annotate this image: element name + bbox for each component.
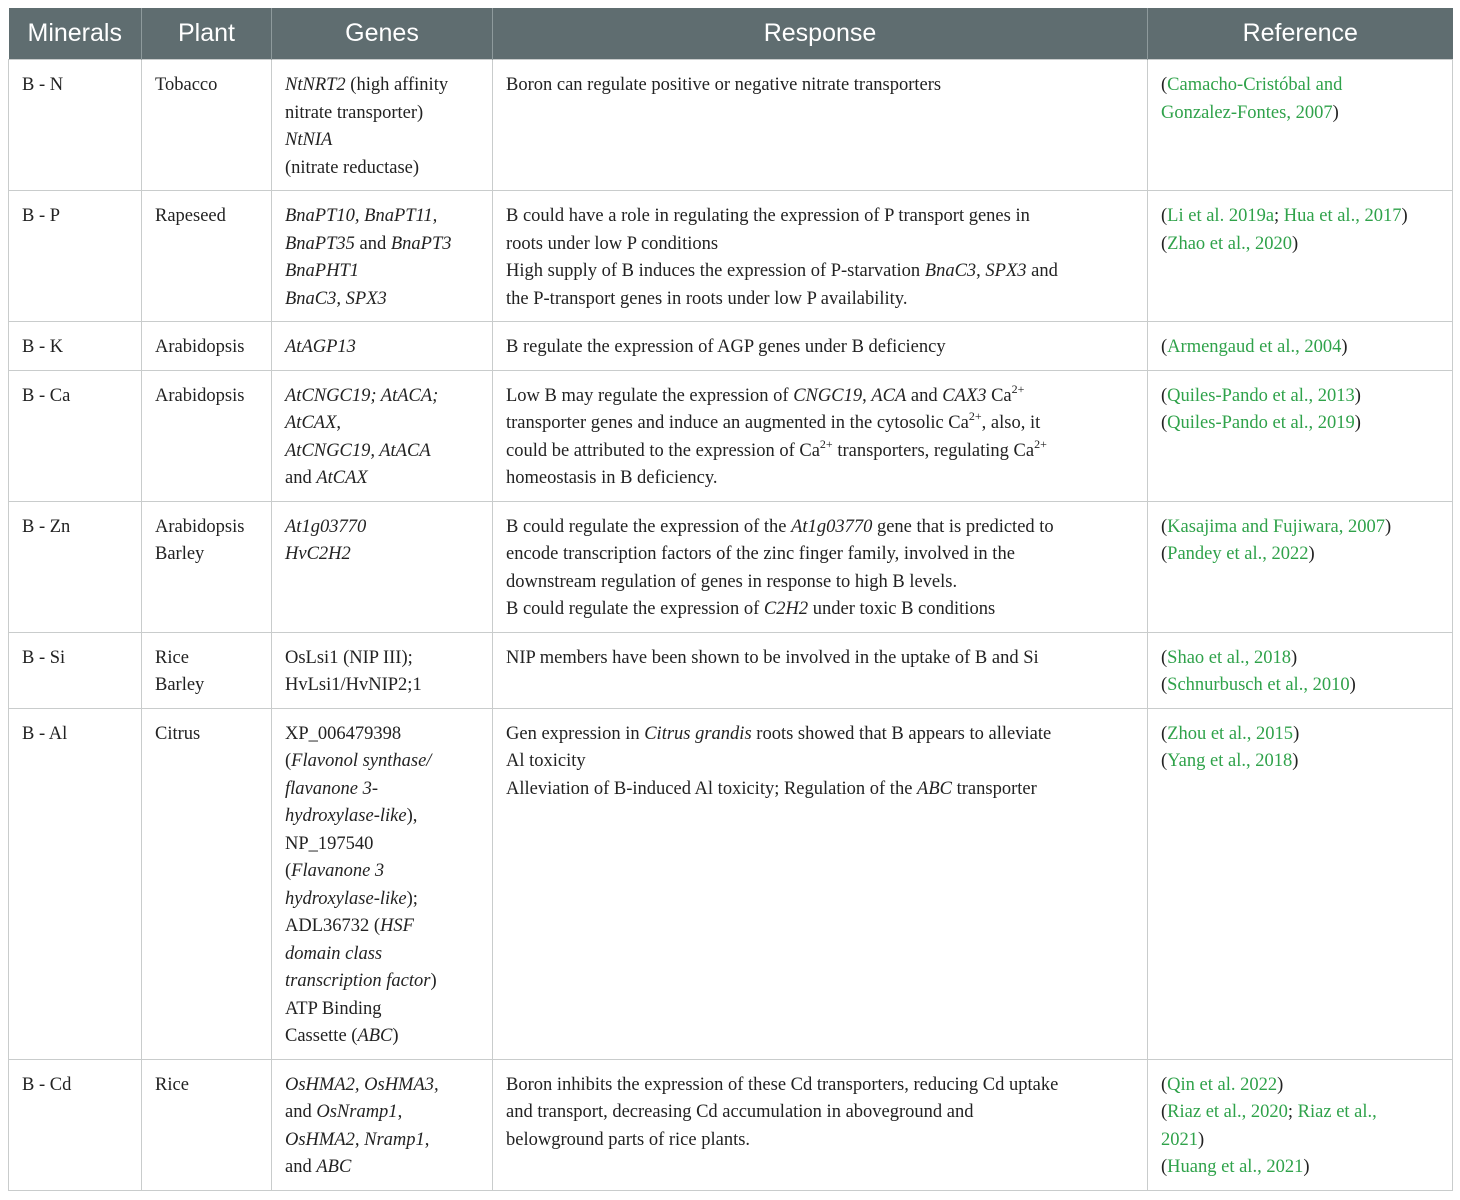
- text-segment: homeostasis in B deficiency.: [506, 468, 718, 488]
- text-segment: , also, it: [981, 413, 1041, 433]
- cell-mineral: B - Al: [9, 708, 142, 1059]
- cell-mineral: B - K: [9, 322, 142, 371]
- text-segment: BnaPHT1: [285, 261, 359, 281]
- reference-link[interactable]: Yang et al., 2018: [1167, 751, 1293, 771]
- text-segment: (: [1161, 1074, 1168, 1095]
- text-segment: Boron can regulate positive or negative nitrate transporters: [506, 75, 942, 95]
- text-segment: SPX3: [985, 261, 1027, 281]
- genes-line: [285, 1099, 480, 1127]
- text-segment: At1g03770: [285, 516, 367, 537]
- text-segment: (: [1161, 751, 1168, 771]
- superscript: 2+: [819, 436, 833, 451]
- text-segment: );: [406, 888, 418, 909]
- response-line: [506, 286, 1135, 314]
- cell-reference: [1148, 322, 1453, 371]
- text-segment: Citrus grandis: [644, 723, 752, 744]
- text-segment: transporter genes and induce an augmented in the cytosolic Ca: [506, 413, 969, 433]
- genes-line: [285, 748, 480, 776]
- text-segment: B could regulate the expression of: [506, 599, 764, 619]
- plant-name: Barley: [155, 544, 205, 564]
- text-segment: transporters, regulating Ca: [832, 440, 1035, 461]
- genes-line: [285, 672, 480, 700]
- response-line: [506, 1072, 1135, 1100]
- cell-reference: [1148, 370, 1453, 501]
- table-body: [9, 60, 1453, 1191]
- text-segment: B regulate the expression of AGP genes under B deficiency: [506, 337, 946, 357]
- plant-name: Citrus: [155, 723, 201, 744]
- text-segment: under toxic B conditions: [808, 599, 996, 619]
- cell-plant: [142, 60, 272, 191]
- text-segment: (: [1161, 516, 1168, 537]
- text-segment: roots showed that B appears to alleviate: [751, 723, 1052, 744]
- text-segment: roots under low P conditions: [506, 233, 719, 254]
- genes-line: [285, 645, 480, 673]
- text-segment: (: [285, 751, 292, 771]
- text-segment: BnaPT10, BnaPT11,: [285, 206, 438, 226]
- reference-link[interactable]: Camacho-Cristóbal and: [1167, 75, 1343, 95]
- text-segment: NtNRT2: [285, 75, 346, 95]
- genes-line: [285, 203, 480, 231]
- text-segment: ): [1308, 544, 1315, 564]
- reference-link[interactable]: Zhao et al., 2020: [1167, 233, 1293, 254]
- table-row: [9, 708, 1453, 1059]
- text-segment: B could regulate the expression of the: [506, 516, 792, 537]
- cell-reference: [1148, 1059, 1453, 1190]
- text-segment: ): [1385, 516, 1392, 537]
- response-line: [506, 1127, 1135, 1155]
- superscript: 2+: [968, 409, 982, 423]
- text-segment: AtCNGC19, AtACA: [285, 440, 431, 461]
- cell-genes: [272, 191, 493, 322]
- text-segment: (: [285, 861, 292, 881]
- plant-name: Arabidopsis: [155, 385, 245, 406]
- table-header-row: [9, 8, 1453, 60]
- cell-mineral: B - N: [9, 60, 142, 191]
- minerals-genes-table: [8, 8, 1453, 1191]
- text-segment: ,: [862, 385, 872, 406]
- text-segment: ): [1277, 1074, 1284, 1095]
- plant-name: Rice: [155, 1074, 189, 1095]
- cell-response: [493, 322, 1148, 371]
- text-segment: HSF: [380, 916, 414, 936]
- text-segment: and transport, decreasing Cd accumulation in aboveground and: [506, 1102, 974, 1122]
- text-segment: ,: [976, 261, 986, 281]
- reference-line: [1161, 1072, 1440, 1100]
- cell-plant: [142, 501, 272, 632]
- text-segment: C2H2: [763, 599, 809, 619]
- text-segment: ABC: [357, 1026, 393, 1046]
- text-segment: ),: [406, 806, 418, 826]
- reference-line: [1161, 203, 1440, 231]
- text-segment: ABC: [917, 778, 952, 799]
- reference-link[interactable]: Riaz et al., 2020: [1167, 1102, 1288, 1122]
- text-segment: ADL36732 (: [285, 916, 381, 936]
- text-segment: OsLsi1 (NIP III);: [285, 647, 413, 668]
- reference-line: [1161, 1154, 1440, 1182]
- genes-line: [285, 410, 480, 438]
- response-line: [506, 410, 1135, 438]
- text-segment: could be attributed to the expression of Ca: [506, 440, 820, 461]
- genes-line: [285, 858, 480, 886]
- reference-line: [1161, 672, 1440, 700]
- text-segment: (: [1161, 413, 1168, 433]
- text-segment: gene that is predicted to: [872, 516, 1054, 537]
- text-segment: BnaC3, SPX3: [285, 288, 387, 309]
- text-segment: ): [1354, 385, 1361, 406]
- table-row: [9, 501, 1453, 632]
- text-segment: ): [1291, 647, 1298, 668]
- reference-line: [1161, 721, 1440, 749]
- reference-link[interactable]: Riaz et al.,: [1297, 1102, 1377, 1122]
- reference-link[interactable]: Li et al. 2019a: [1167, 206, 1275, 226]
- reference-link[interactable]: Pandey et al., 2022: [1167, 544, 1309, 564]
- cell-genes: [272, 60, 493, 191]
- text-segment: Al toxicity: [506, 751, 586, 771]
- text-segment: Ca: [986, 385, 1012, 406]
- text-segment: and: [354, 233, 391, 254]
- reference-link[interactable]: Schnurbusch et al., 2010: [1167, 675, 1350, 695]
- cell-response: [493, 632, 1148, 708]
- text-segment: hydroxylase-like: [285, 806, 407, 826]
- response-line: [506, 334, 1135, 362]
- genes-line: [285, 886, 480, 914]
- table-row: [9, 632, 1453, 708]
- genes-line: [285, 1154, 480, 1182]
- text-segment: ): [392, 1026, 399, 1046]
- text-segment: and: [285, 1102, 317, 1122]
- text-segment: flavanone 3-: [285, 778, 378, 799]
- text-segment: NIP members have been shown to be involved in the uptake of B and Si: [506, 647, 1039, 668]
- response-line: [506, 438, 1135, 466]
- genes-line: [285, 803, 480, 831]
- cell-reference: [1148, 501, 1453, 632]
- genes-line: [285, 383, 480, 411]
- genes-line: [285, 541, 480, 569]
- response-line: [506, 1099, 1135, 1127]
- text-segment: and: [285, 1157, 317, 1177]
- reference-link[interactable]: Huang et al., 2021: [1167, 1157, 1304, 1177]
- text-segment: domain class: [285, 943, 383, 964]
- cell-genes: [272, 1059, 493, 1190]
- genes-line: [285, 941, 480, 969]
- genes-line: [285, 465, 480, 493]
- genes-line: [285, 996, 480, 1024]
- response-line: [506, 72, 1135, 100]
- text-segment: (: [1161, 544, 1168, 564]
- text-segment: B could have a role in regulating the expression of P transport genes in: [506, 206, 1030, 226]
- response-line: [506, 465, 1135, 493]
- cell-plant: [142, 191, 272, 322]
- cell-plant: [142, 1059, 272, 1190]
- genes-line: [285, 286, 480, 314]
- text-segment: BnaPT35: [285, 233, 355, 254]
- text-segment: OsHMA2, OsHMA3,: [285, 1074, 439, 1095]
- text-segment: At1g03770: [791, 516, 873, 537]
- text-segment: BnaC3: [924, 261, 977, 281]
- genes-line: [285, 721, 480, 749]
- genes-line: [285, 831, 480, 859]
- cell-plant: [142, 632, 272, 708]
- response-line: [506, 776, 1135, 804]
- table-container: [8, 8, 1452, 1191]
- response-line: [506, 383, 1135, 411]
- cell-genes: [272, 370, 493, 501]
- reference-line: [1161, 1127, 1440, 1155]
- text-segment: AtAGP13: [285, 337, 356, 357]
- cell-reference: [1148, 191, 1453, 322]
- text-segment: XP_006479398: [285, 723, 402, 744]
- table-row: [9, 322, 1453, 371]
- text-segment: ): [1198, 1129, 1205, 1150]
- reference-line: [1161, 334, 1440, 362]
- cell-mineral: B - Ca: [9, 370, 142, 501]
- genes-line: [285, 258, 480, 286]
- reference-link[interactable]: Hua et al., 2017: [1283, 206, 1402, 226]
- header-genes: Genes: [272, 8, 493, 60]
- text-segment: hydroxylase-like: [285, 888, 407, 909]
- genes-line: [285, 968, 480, 996]
- header-plant: Plant: [142, 8, 272, 60]
- response-line: [506, 748, 1135, 776]
- cell-mineral: B - P: [9, 191, 142, 322]
- text-segment: the P-transport genes in roots under low P availability.: [506, 288, 908, 309]
- text-segment: ): [1341, 337, 1348, 357]
- response-line: [506, 258, 1135, 286]
- text-segment: ): [1401, 206, 1408, 226]
- response-line: [506, 569, 1135, 597]
- cell-genes: [272, 501, 493, 632]
- cell-plant: [142, 322, 272, 371]
- table-row: [9, 191, 1453, 322]
- cell-genes: [272, 708, 493, 1059]
- cell-reference: [1148, 708, 1453, 1059]
- cell-genes: [272, 322, 493, 371]
- reference-link[interactable]: Gonzalez-Fontes, 2007: [1161, 102, 1333, 123]
- cell-mineral: B - Cd: [9, 1059, 142, 1190]
- plant-name: Barley: [155, 675, 205, 695]
- text-segment: OsNramp1: [316, 1102, 398, 1122]
- response-line: [506, 203, 1135, 231]
- cell-response: [493, 1059, 1148, 1190]
- response-line: [506, 645, 1135, 673]
- cell-genes: [272, 632, 493, 708]
- reference-link[interactable]: 2021: [1161, 1129, 1198, 1150]
- text-segment: ): [1293, 723, 1300, 744]
- text-segment: ): [1303, 1157, 1310, 1177]
- text-segment: ): [1354, 413, 1361, 433]
- text-segment: ): [1332, 102, 1339, 123]
- text-segment: (: [1161, 675, 1168, 695]
- reference-link[interactable]: Armengaud et al., 2004: [1167, 337, 1342, 357]
- response-line: [506, 541, 1135, 569]
- text-segment: (: [1161, 1157, 1168, 1177]
- cell-mineral: B - Zn: [9, 501, 142, 632]
- text-segment: AtCNGC19; AtACA;: [285, 385, 439, 406]
- text-segment: ATP Binding: [285, 998, 382, 1019]
- text-segment: belowground parts of rice plants.: [506, 1129, 751, 1150]
- reference-line: [1161, 541, 1440, 569]
- text-segment: HvLsi1/HvNIP2;1: [285, 675, 422, 695]
- text-segment: Gen expression in: [506, 723, 645, 744]
- text-segment: and: [285, 468, 317, 488]
- text-segment: ): [430, 971, 437, 991]
- text-segment: ;: [1287, 1102, 1298, 1122]
- text-segment: ): [1292, 751, 1299, 771]
- text-segment: ,: [336, 413, 342, 433]
- text-segment: downstream regulation of genes in response to high B levels.: [506, 571, 958, 592]
- text-segment: ,: [397, 1102, 403, 1122]
- cell-reference: [1148, 60, 1453, 191]
- text-segment: (: [1161, 647, 1168, 668]
- reference-line: [1161, 383, 1440, 411]
- reference-link[interactable]: Shao et al., 2018: [1167, 647, 1291, 668]
- text-segment: (: [1161, 1102, 1168, 1122]
- cell-plant: [142, 370, 272, 501]
- header-minerals: Minerals: [9, 8, 142, 60]
- text-segment: Alleviation of B-induced Al toxicity; Regulation of the: [506, 778, 918, 799]
- text-segment: HvC2H2: [285, 544, 351, 564]
- cell-response: [493, 60, 1148, 191]
- genes-line: [285, 1127, 480, 1155]
- text-segment: and: [906, 385, 943, 406]
- plant-name: Arabidopsis: [155, 337, 245, 357]
- text-segment: ,: [424, 1129, 430, 1150]
- response-line: [506, 231, 1135, 259]
- text-segment: Low B may regulate the expression of: [506, 385, 794, 406]
- genes-line: [285, 231, 480, 259]
- text-segment: (: [1161, 337, 1168, 357]
- text-segment: ;: [1274, 206, 1284, 226]
- text-segment: ): [1349, 675, 1356, 695]
- response-line: [506, 596, 1135, 624]
- reference-line: [1161, 1099, 1440, 1127]
- text-segment: (: [1161, 723, 1168, 744]
- genes-line: [285, 438, 480, 466]
- cell-response: [493, 191, 1148, 322]
- text-segment: AtCAX: [285, 413, 337, 433]
- text-segment: transcription factor: [285, 971, 431, 991]
- genes-line: [285, 1072, 480, 1100]
- text-segment: NtNIA: [285, 130, 333, 150]
- text-segment: Boron inhibits the expression of these Cd transporters, reducing Cd uptake: [506, 1074, 1059, 1095]
- plant-name: Tobacco: [155, 75, 218, 95]
- genes-line: [285, 514, 480, 542]
- genes-line: [285, 127, 480, 155]
- text-segment: Cassette (: [285, 1026, 358, 1046]
- text-segment: ACA: [871, 385, 907, 406]
- superscript: 2+: [1011, 381, 1025, 396]
- reference-link[interactable]: Kasajima and Fujiwara, 2007: [1167, 516, 1386, 537]
- text-segment: ): [1292, 233, 1299, 254]
- cell-plant: [142, 708, 272, 1059]
- response-line: [506, 721, 1135, 749]
- text-segment: CAX3: [942, 385, 987, 406]
- table-row: [9, 1059, 1453, 1190]
- text-segment: (: [1161, 206, 1168, 226]
- text-segment: OsHMA2, Nramp1: [285, 1129, 425, 1150]
- text-segment: High supply of B induces the expression of P-starvation: [506, 261, 925, 281]
- reference-link[interactable]: Qin et al. 2022: [1167, 1074, 1278, 1095]
- plant-name: Rapeseed: [155, 206, 226, 226]
- cell-reference: [1148, 632, 1453, 708]
- text-segment: NP_197540: [285, 833, 374, 854]
- reference-link[interactable]: Quiles-Pando et al., 2013: [1167, 385, 1355, 406]
- superscript: 2+: [1034, 436, 1047, 451]
- text-segment: (nitrate reductase): [285, 157, 420, 178]
- text-segment: (: [1161, 233, 1168, 254]
- plant-name: Arabidopsis: [155, 516, 245, 537]
- reference-line: [1161, 645, 1440, 673]
- reference-link[interactable]: Quiles-Pando et al., 2019: [1167, 413, 1355, 433]
- genes-line: [285, 155, 480, 183]
- text-segment: nitrate transporter): [285, 102, 424, 123]
- plant-name: Rice: [155, 647, 189, 668]
- text-segment: transporter: [952, 778, 1037, 799]
- genes-line: [285, 913, 480, 941]
- reference-line: [1161, 231, 1440, 259]
- table-row: [9, 60, 1453, 191]
- header-reference: Reference: [1148, 8, 1453, 60]
- text-segment: (high affinity: [345, 75, 449, 95]
- cell-response: [493, 708, 1148, 1059]
- text-segment: BnaPT3: [390, 233, 452, 254]
- text-segment: encode transcription factors of the zinc finger family, involved in the: [506, 544, 1015, 564]
- text-segment: and: [1026, 261, 1058, 281]
- reference-line: [1161, 748, 1440, 776]
- text-segment: (: [1161, 385, 1168, 406]
- genes-line: [285, 1023, 480, 1051]
- cell-mineral: B - Si: [9, 632, 142, 708]
- text-segment: AtCAX: [316, 468, 368, 488]
- reference-line: [1161, 100, 1440, 128]
- header-response: Response: [493, 8, 1148, 60]
- reference-line: [1161, 514, 1440, 542]
- genes-line: [285, 100, 480, 128]
- cell-response: [493, 501, 1148, 632]
- text-segment: ABC: [316, 1157, 352, 1177]
- reference-link[interactable]: Zhou et al., 2015: [1167, 723, 1294, 744]
- text-segment: CNGC19: [793, 385, 863, 406]
- text-segment: Flavanone 3: [291, 861, 385, 881]
- genes-line: [285, 334, 480, 362]
- table-row: [9, 370, 1453, 501]
- cell-response: [493, 370, 1148, 501]
- text-segment: (: [1161, 75, 1168, 95]
- genes-line: [285, 776, 480, 804]
- genes-line: [285, 72, 480, 100]
- reference-line: [1161, 72, 1440, 100]
- reference-line: [1161, 410, 1440, 438]
- text-segment: Flavonol synthase/: [291, 751, 432, 771]
- response-line: [506, 514, 1135, 542]
